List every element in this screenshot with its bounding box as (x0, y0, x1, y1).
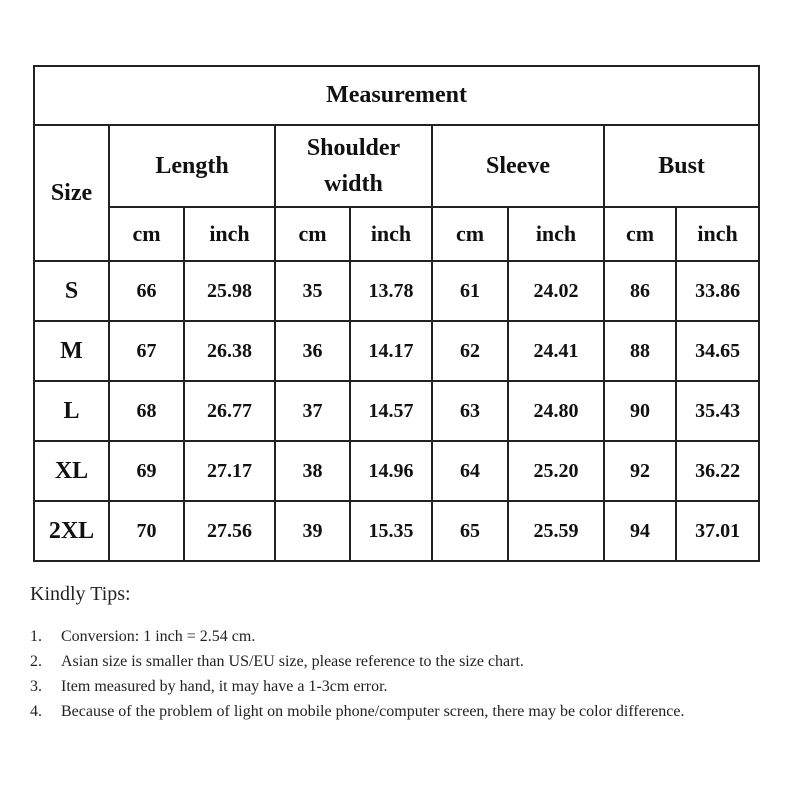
table-cell: 35.43 (676, 381, 759, 441)
table-cell: 86 (604, 261, 676, 321)
table-cell: 69 (109, 441, 184, 501)
group-header-length: Length (109, 125, 275, 207)
table-row (34, 261, 759, 321)
unit-header: cm (604, 207, 676, 261)
table-cell: 14.57 (350, 381, 432, 441)
size-cell: S (34, 261, 109, 321)
kindly-tips (30, 583, 760, 724)
group-header-shoulder-width-label: Shoulder width (306, 135, 401, 197)
table-cell: 70 (109, 501, 184, 561)
unit-header: cm (432, 207, 508, 261)
tip-text: Because of the problem of light on mobile phone/computer screen, there may be color difference. (61, 703, 685, 720)
table-row (34, 501, 759, 561)
list-item (30, 649, 760, 674)
table-cell: 88 (604, 321, 676, 381)
table-cell: 65 (432, 501, 508, 561)
table-cell: 37 (275, 381, 350, 441)
tip-text: Asian size is smaller than US/EU size, please reference to the size chart. (61, 653, 524, 670)
table-cell: 36.22 (676, 441, 759, 501)
tips-list (30, 624, 760, 724)
table-title: Measurement (34, 66, 759, 125)
table-cell: 25.59 (508, 501, 604, 561)
size-cell: L (34, 381, 109, 441)
table-cell: 63 (432, 381, 508, 441)
tip-number: 4. (30, 703, 42, 720)
size-cell: 2XL (34, 501, 109, 561)
tip-number: 1. (30, 628, 42, 645)
table-row (34, 321, 759, 381)
table-cell: 14.17 (350, 321, 432, 381)
unit-header: cm (109, 207, 184, 261)
table-row (34, 441, 759, 501)
table-cell: 67 (109, 321, 184, 381)
unit-header: inch (184, 207, 275, 261)
table-cell: 66 (109, 261, 184, 321)
table-cell: 33.86 (676, 261, 759, 321)
group-header-sleeve: Sleeve (432, 125, 604, 207)
table-cell: 24.02 (508, 261, 604, 321)
list-item (30, 624, 760, 649)
table-cell: 34.65 (676, 321, 759, 381)
table-cell: 38 (275, 441, 350, 501)
table-row (34, 381, 759, 441)
list-item (30, 674, 760, 699)
table-cell: 25.20 (508, 441, 604, 501)
table-cell: 36 (275, 321, 350, 381)
unit-header: inch (676, 207, 759, 261)
tip-number: 2. (30, 653, 42, 670)
table-cell: 90 (604, 381, 676, 441)
table-cell: 24.80 (508, 381, 604, 441)
table-cell: 26.77 (184, 381, 275, 441)
table-cell: 94 (604, 501, 676, 561)
tips-title: Kindly Tips: (30, 583, 131, 605)
tip-text: Conversion: 1 inch = 2.54 cm. (61, 628, 256, 645)
list-item (30, 699, 760, 724)
group-header-shoulder-width (275, 125, 432, 207)
table-cell: 92 (604, 441, 676, 501)
table-cell: 68 (109, 381, 184, 441)
unit-header: inch (508, 207, 604, 261)
table-cell: 13.78 (350, 261, 432, 321)
size-cell: XL (34, 441, 109, 501)
table-cell: 24.41 (508, 321, 604, 381)
table-cell: 26.38 (184, 321, 275, 381)
table-cell: 37.01 (676, 501, 759, 561)
size-chart-table (33, 65, 760, 562)
tip-text: Item measured by hand, it may have a 1-3cm error. (61, 678, 388, 695)
size-header: Size (34, 125, 109, 261)
table-cell: 64 (432, 441, 508, 501)
table-cell: 35 (275, 261, 350, 321)
table-cell: 62 (432, 321, 508, 381)
table-cell: 14.96 (350, 441, 432, 501)
table-cell: 25.98 (184, 261, 275, 321)
table-cell: 27.56 (184, 501, 275, 561)
size-cell: M (34, 321, 109, 381)
table-cell: 27.17 (184, 441, 275, 501)
unit-header: inch (350, 207, 432, 261)
unit-header: cm (275, 207, 350, 261)
tip-number: 3. (30, 678, 42, 695)
table-cell: 39 (275, 501, 350, 561)
table-cell: 15.35 (350, 501, 432, 561)
group-header-bust: Bust (604, 125, 759, 207)
table-cell: 61 (432, 261, 508, 321)
